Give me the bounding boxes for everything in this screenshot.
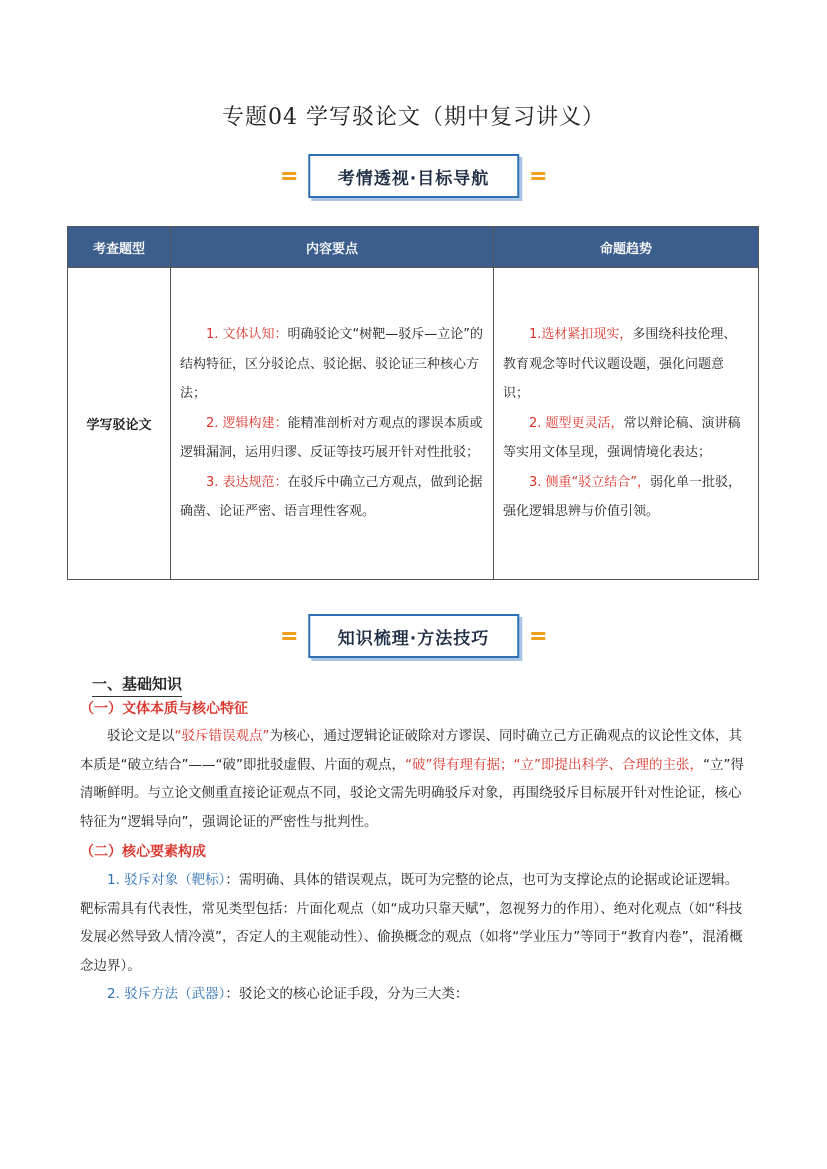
banner-title: 考情透视·目标导航: [337, 168, 490, 189]
page-title: 专题04 学写驳论文（期中复习讲义）: [222, 105, 605, 130]
section-heading: 一、基础知识: [92, 673, 182, 697]
banner-box: [308, 154, 519, 198]
table-row: [68, 268, 759, 580]
trend-point: 3. 侧重“驳立结合”，弱化单一批驳，强化逻辑思辨与价值引领。: [503, 474, 742, 520]
header-trend: 命题趋势: [494, 227, 759, 268]
trend-cell: [494, 268, 759, 580]
paragraph-essence: 驳论文是以“驳斥错误观点”为核心，通过逻辑论证破除对方谬误、同时确立己方正确观点的议论性文体，其本质是“破立结合”——“破”即批驳虚假、片面的观点，“破”得有理有据；“立”即提出科学、合理的主张，“立”得清晰鲜明。与立论文侧重直接论证观点不同，驳论文需先明确驳斥对象，再围绕驳斥目标展开针对性论证，核心特征为“逻辑导向”，强调论证的严密性与批判性。: [80, 728, 744, 830]
content-cell: [171, 268, 494, 580]
banner-decoration-icon: [531, 631, 545, 641]
content-point: 2. 逻辑构建：能精准剖析对方观点的谬误本质或逻辑漏洞，运用归谬、反证等技巧展开针对性批驳；: [180, 415, 483, 461]
table-header-row: [68, 227, 759, 268]
element-item: 1. 驳斥对象（靶标）：需明确、具体的错误观点，既可为完整的论点，也可为支撑论点的论据或论证逻辑。靶标需具有代表性，常见类型包括：片面化观点（如“成功只靠天赋”，忽视努力的作用）、绝对化观点（如“科技发展必然导致人情冷漠”，否定人的主观能动性）、偷换概念的观点（如将“学业压力”等同于“教育内卷”，混淆概念边界）。: [80, 872, 743, 974]
section-banner-knowledge: [282, 614, 545, 658]
type-cell: 学写驳论文: [68, 268, 171, 580]
banner-decoration-icon: [282, 171, 296, 181]
subsection-heading: （二）核心要素构成: [80, 844, 206, 860]
header-content: 内容要点: [171, 227, 494, 268]
trend-point: 2. 题型更灵活，常以辩论稿、演讲稿等实用文体呈现，强调情境化表达；: [503, 415, 741, 461]
trend-point: 1.选材紧扣现实，多围绕科技伦理、教育观念等时代议题设题，强化问题意识；: [503, 326, 737, 402]
section-banner-exam: [282, 154, 545, 198]
paragraph-elements: [80, 866, 748, 1009]
content-point: 1. 文体认知：明确驳论文“树靶—驳斥—立论”的结构特征，区分驳论点、驳论据、驳论证三种核心方法；: [180, 326, 484, 402]
banner-decoration-icon: [282, 631, 296, 641]
subsection-heading: （一）文体本质与核心特征: [80, 701, 248, 717]
banner-decoration-icon: [531, 171, 545, 181]
header-type: 考查题型: [68, 227, 171, 268]
exam-overview-table: [67, 226, 759, 580]
banner-box: [308, 614, 519, 658]
element-item: 2. 驳斥方法（武器）：驳论文的核心论证手段，分为三大类：: [107, 986, 469, 1002]
banner-title: 知识梳理·方法技巧: [337, 628, 490, 649]
content-point: 3. 表达规范：在驳斥中确立己方观点，做到论据确凿、论证严密、语言理性客观。: [180, 474, 483, 520]
